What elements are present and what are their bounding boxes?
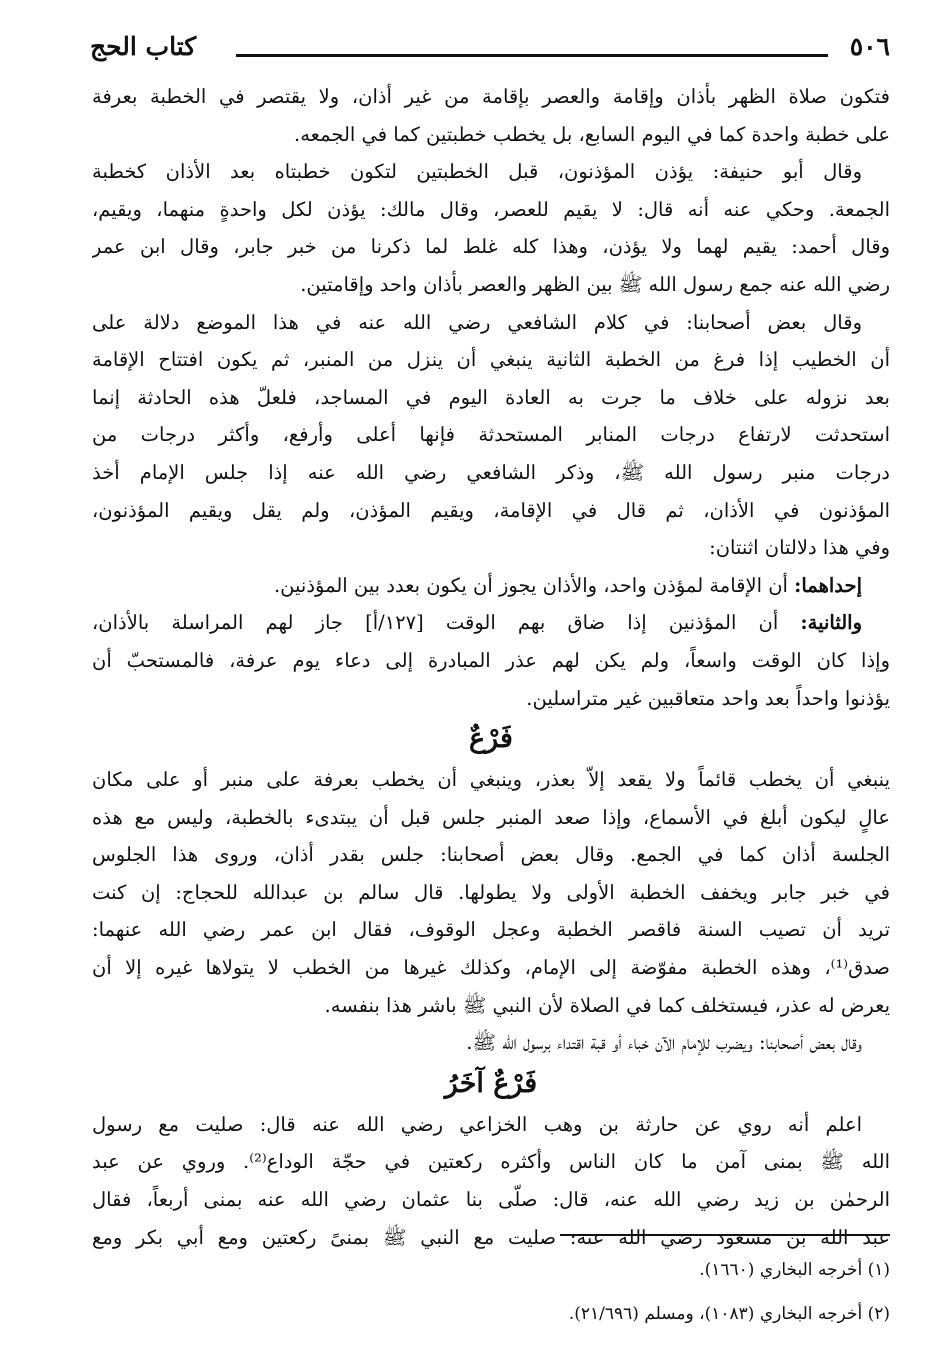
text-line: تريد أن تصيب السنة فاقصر الخطبة وعجل الوقوف، فقال ابن عمر رضي الله عنهما: bbox=[92, 918, 890, 942]
text-line: ينبغي أن يخطب قائماً ولا يقعد إلاّ بعذر، وينبغي أن يخطب بعرفة على منبر أو على مكان bbox=[92, 768, 890, 792]
text-line: وإذا كان الوقت واسعاً، ولم يكن لهم عذر المبادرة إلى دعاء يوم عرفة، فالمستحبّ أن bbox=[92, 648, 890, 672]
text-line: يعرض له عذر، فيستخلف كما في الصلاة لأن النبي ﷺ باشر هذا بنفسه. bbox=[324, 993, 890, 1017]
text-line: وقال بعض أصحابنا: في كلام الشافعي رضي الله عنه في هذا الموضع دلالة على bbox=[92, 310, 862, 334]
page-body bbox=[92, 78, 890, 1256]
text-line: في خبر جابر ويخفف الخطبة الأولى ولا يطولها. قال سالم بن عبدالله للحجاج: إن كنت bbox=[92, 880, 890, 904]
second-text: أن المؤذنين إذا ضاق بهم الوقت [١٢٧/أ] جاز لهم المراسلة بالأذان، bbox=[92, 611, 779, 635]
text-line: يؤذنوا واحداً بعد واحد متعاقبين غير متراسلين. bbox=[526, 686, 890, 710]
footnotes bbox=[92, 1248, 890, 1336]
first-label: إحداهما: bbox=[794, 573, 862, 597]
section-heading: فَرْعٌ bbox=[469, 723, 513, 755]
text-line: رضي الله عنه جمع رسول الله ﷺ بين الظهر والعصر بأذان واحد وإقامتين. bbox=[300, 272, 890, 296]
text-line: على خطبة واحدة كما في اليوم السابع، بل يخطب خطبتين كما في الجمعه. bbox=[294, 122, 890, 146]
page-header bbox=[90, 32, 890, 72]
text-line: الله ﷺ بمنى آمن ما كان الناس وأكثره ركعتين في حجّة الوداع⁽²⁾. وروي عن عبد bbox=[92, 1150, 890, 1174]
text-line: استحدثت لارتفاع درجات المنابر المستحدثة فإنها أعلى وأرفع، وأكثر درجات من bbox=[92, 423, 890, 447]
text-line: عبد الله بن مسعود رضي الله عنه: صليت مع النبي ﷺ بمنىً ركعتين ومع أبي بكر ومع bbox=[92, 1225, 890, 1249]
text-line bbox=[92, 567, 890, 605]
header-rule bbox=[236, 54, 828, 57]
text-line: بعد نزوله على خلاف ما جرت به العادة اليوم في المساجد، فلعلّ هذه الحادثة إنما bbox=[92, 385, 890, 409]
page-number: ٥٠٦ bbox=[849, 32, 890, 61]
text-line: وقال أحمد: يقيم لهما ولا يؤذن، وهذا كله غلط لما ذكرنا من خبر جابر، وقال ابن عمر bbox=[92, 235, 890, 259]
second-label: والثانية: bbox=[800, 611, 862, 635]
text-line: وقال أبو حنيفة: يؤذن المؤذنون، قبل الخطبتين لتكون خطبتاه بعد الأذان كخطبة bbox=[92, 160, 862, 184]
text-line: اعلم أنه روي عن حارثة بن وهب الخزاعي رضي الله عنه قال: صليت مع رسول bbox=[92, 1112, 862, 1136]
text-line: فتكون صلاة الظهر بأذان وإقامة والعصر بإقامة من غير أذان، ولا يقتصر في الخطبة بعرفة bbox=[92, 85, 890, 108]
book-title: كتاب الحج bbox=[90, 32, 197, 61]
text-line: صدق⁽¹⁾، وهذه الخطبة مفوّضة إلى الإمام، وكذلك غيرها من الخطب لا يتولاها غيره إلا أن bbox=[92, 956, 890, 980]
text-line: الجمعة. وحكي عنه أنه قال: لا يقيم للعصر، وقال مالك: يؤذن لكل واحدةٍ منهما، ويقيم، bbox=[92, 197, 890, 221]
section-heading: فَرْعٌ آخَرُ bbox=[444, 1067, 538, 1099]
footnote: (١) أخرجه البخاري (١٦٦٠). bbox=[699, 1260, 890, 1280]
text-line: أن الخطيب إذا فرغ من الخطبة الثانية ينبغي أن ينزل من المنبر، ثم يكون افتتاح الإقامة bbox=[92, 348, 890, 372]
text-line: درجات منبر رسول الله ﷺ، وذكر الشافعي رضي الله عنه إذا جلس الإمام أخذ bbox=[92, 460, 890, 484]
footnote-rule bbox=[560, 1234, 890, 1236]
text-line: عالٍ ليكون أبلغ في الأسماع، وإذا صعد المنبر جلس قبل أن يبتدىء بالخطبة، وليس مع هذه bbox=[92, 805, 890, 829]
text-line: المؤذنون في الأذان، ثم قال في الإقامة، ويقيم المؤذن، ولم يقل ويقيم المؤذنون، bbox=[92, 498, 890, 522]
footnote: (٢) أخرجه البخاري (١٠٨٣)، ومسلم (٢١/٦٩٦). bbox=[568, 1304, 890, 1324]
text-line: الجلسة أذان كما في الجمع. وقال بعض أصحابنا: جلس بقدر أذان، وروى هذا الجلوس bbox=[92, 843, 890, 867]
text-line: وفي هذا دلالتان اثنتان: bbox=[709, 536, 890, 560]
text-line: الرحمٰن بن زيد رضي الله عنه، قال: صلّى بنا عثمان رضي الله عنه بمنى أربعاً، فقال bbox=[92, 1188, 890, 1212]
text-line: وقال بعض أصحابنا: ويضرب للإمام الآن خباء أو قبة اقتداء برسول الله ﷺ. bbox=[466, 1031, 862, 1055]
text-line bbox=[92, 604, 890, 642]
first-text: أن الإقامة لمؤذن واحد، والأذان يجوز أن يكون بعدد بين المؤذنين. bbox=[273, 573, 788, 597]
